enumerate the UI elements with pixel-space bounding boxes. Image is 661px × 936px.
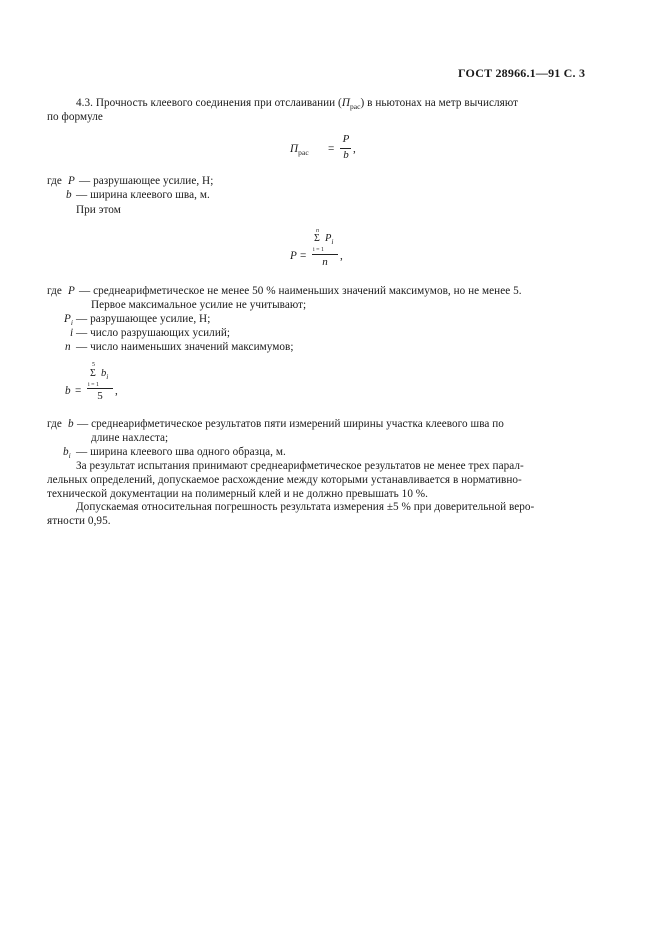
formula2-fraction-bar (312, 254, 338, 255)
where1-b-text: — ширина клеевого шва, м. (76, 189, 210, 201)
where2-P-symbol: P (68, 285, 75, 297)
error-para-line2: ятности 0,95. (47, 515, 111, 527)
where2-i-text: — число разрушающих усилий; (76, 327, 231, 339)
where1-pri-etom: При этом (76, 204, 121, 216)
formula2-eq: = (300, 250, 307, 262)
where3-b-text1: — среднеарифметическое результатов пяти измерений ширины участка клеевого шва по (77, 418, 504, 430)
where2-gde: где (47, 285, 62, 297)
where1-P-symbol: P (68, 175, 75, 187)
para-4-3-line2: по формуле (47, 111, 103, 123)
where2-n-symbol: n (65, 341, 71, 353)
formula2-sum-sign: Σ (314, 233, 320, 244)
formula1-denominator: b (343, 149, 349, 161)
formula2-lhs: P (290, 250, 297, 262)
result-para-line3: технической документации на полимерный клей и не должно превышать 10 %. (47, 488, 429, 500)
formula2-sum-bottom: i = 1 (313, 247, 325, 253)
document-header (458, 66, 585, 81)
formula2-denominator: n (322, 256, 328, 268)
result-para-line2: лельных определений, допускаемое расхождение между которыми устанавливается в нормативно- (47, 474, 522, 486)
formula3-denominator: 5 (97, 390, 103, 402)
formula2-sum-var: $P_i$ (325, 233, 334, 246)
where3-b-text2: длине нахлеста; (91, 432, 169, 444)
where1-b-symbol: b (66, 189, 72, 201)
formula3-lhs: b (65, 385, 71, 397)
where1-P-text: — разрушающее усилие, Н; (79, 175, 214, 187)
where3-bi-symbol: $b_i$ (63, 446, 71, 460)
where2-Pi-symbol: $P_i$ (64, 313, 74, 327)
formula1-lhs: $П_{рас}$ (290, 143, 309, 157)
formula3-tail: , (115, 385, 118, 397)
error-para-line1: Допускаемая относительная погрешность результата измерения ±5 % при доверительной веро- (76, 501, 535, 513)
formula3-fraction-bar (87, 388, 113, 389)
formula2-tail: , (340, 250, 343, 262)
formula1-numerator: P (342, 133, 350, 145)
where3-b-symbol: b (68, 418, 74, 430)
where3-bi-text: — ширина клеевого шва одного образца, м. (76, 446, 286, 458)
formula1-tail: , (353, 143, 356, 155)
where3-gde: где (47, 418, 62, 430)
formula1-eq: = (328, 143, 335, 155)
formula3-sum-top: 5 (92, 362, 95, 368)
formula2-sum-top: n (316, 228, 319, 234)
formula3-eq: = (75, 385, 82, 397)
result-para-line1: За результат испытания принимают среднеарифметическое результатов не менее трех парал- (76, 460, 524, 472)
where1-gde: где (47, 175, 62, 187)
formula3-sum-sign: Σ (90, 368, 96, 379)
where2-Pi-text: — разрушающее усилие, Н; (76, 313, 211, 325)
para-4-3-line1: 4.3. Прочность клеевого соединения при отслаивании $(П_{рас})$ в ньютонах на метр вычисляют (76, 97, 519, 111)
where2-P-text: — среднеарифметическое не менее 50 % наименьших значений максимумов, но не менее 5. (79, 285, 522, 297)
where2-n-text: — число наименьших значений максимумов; (76, 341, 294, 353)
where2-i-symbol: i (70, 327, 74, 339)
doc-code: ГОСТ 28966.1—91 С. 3 (458, 66, 586, 80)
formula3-sum-var: $b_i$ (101, 368, 109, 381)
where2-first-max: Первое максимальное усилие не учитывают; (91, 299, 307, 311)
formula3-sum-bottom: i = 1 (88, 382, 100, 388)
